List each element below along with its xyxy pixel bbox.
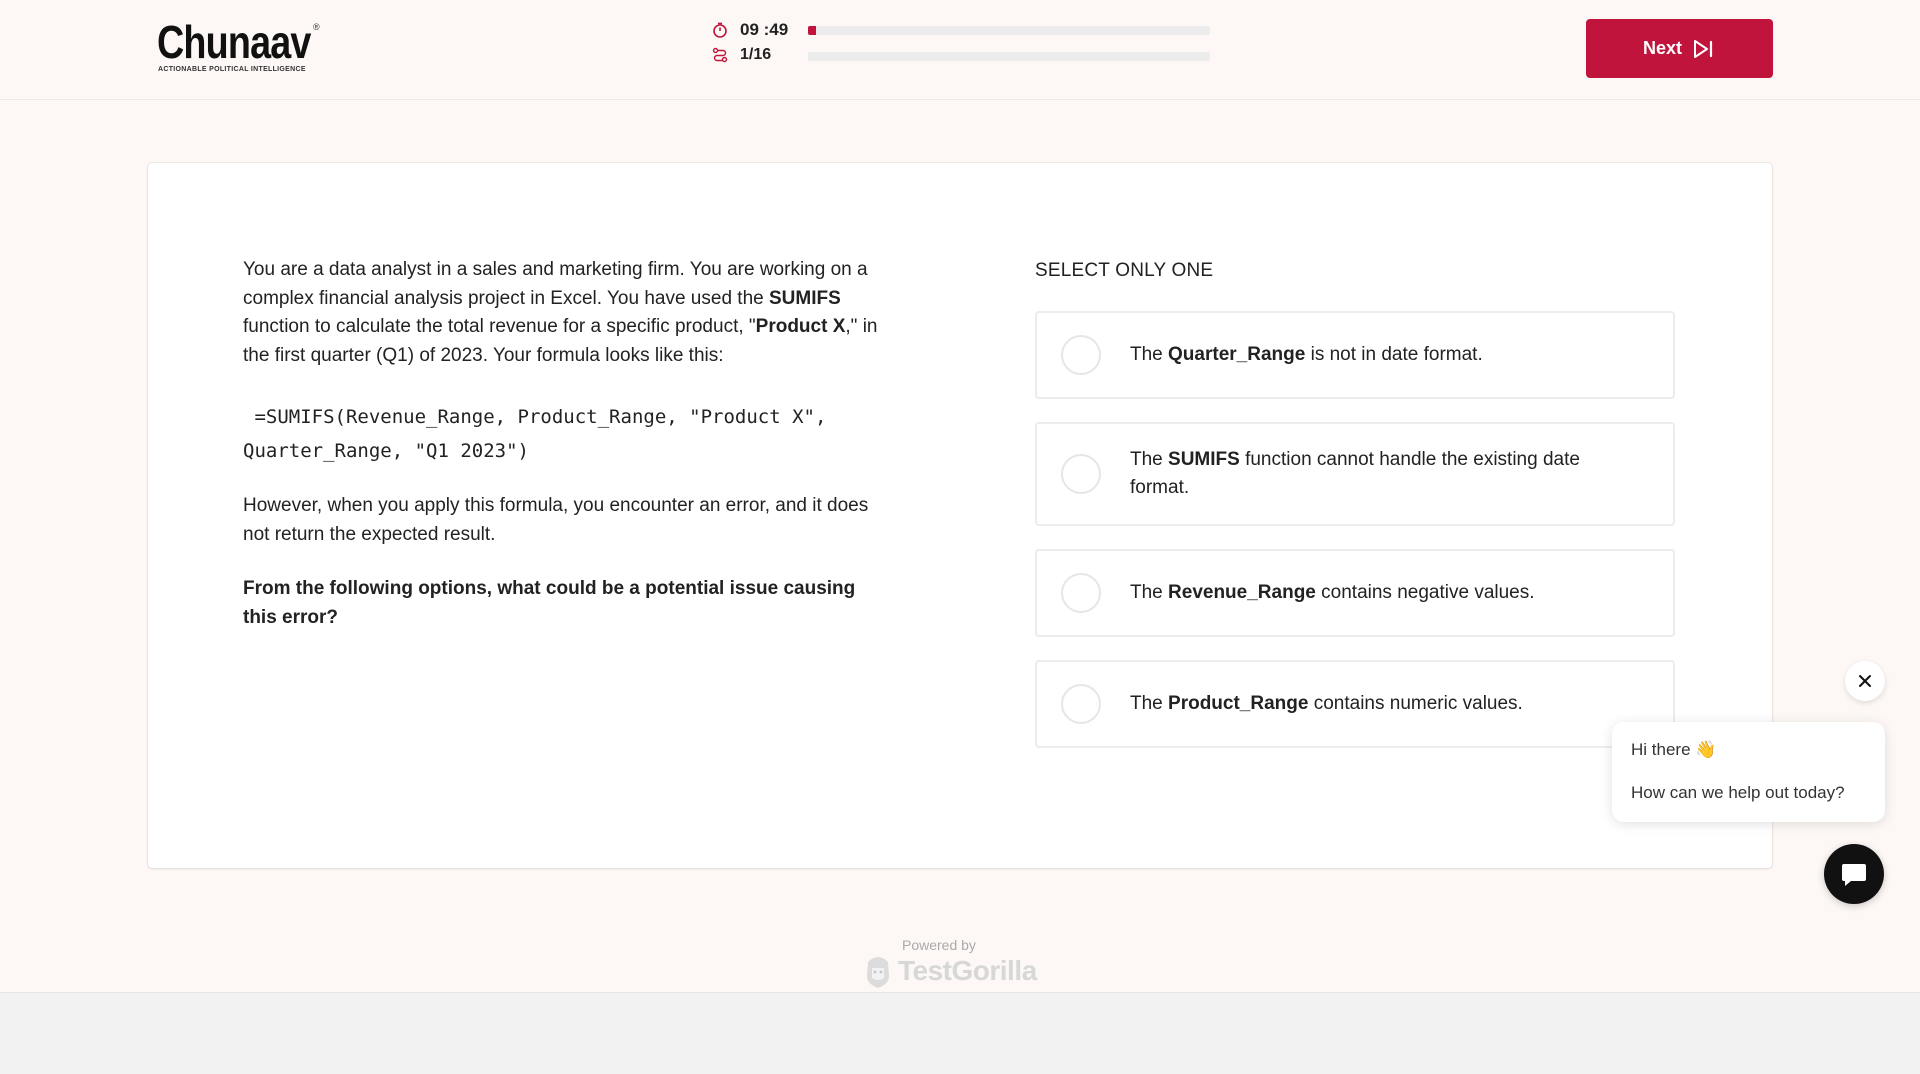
footer-band — [0, 992, 1920, 1074]
question-progress-bar — [808, 52, 1210, 61]
radio-button[interactable] — [1061, 573, 1101, 613]
gorilla-icon — [864, 952, 892, 992]
top-header — [0, 0, 1920, 100]
next-button-label: Next — [1642, 38, 1682, 58]
answer-option-2[interactable] — [1035, 422, 1675, 526]
answer-option-text: The SUMIFS function cannot handle the existing date format. — [1130, 449, 1580, 498]
close-icon — [1858, 674, 1872, 688]
question-card — [148, 163, 1772, 868]
chat-greeting-bubble[interactable] — [1612, 722, 1885, 822]
test-progress — [712, 20, 1212, 70]
logo-registered-mark: ® — [313, 22, 320, 32]
select-only-one-label: SELECT ONLY ONE — [1035, 260, 1214, 281]
answer-option-4[interactable] — [1035, 660, 1675, 748]
answer-option-text: The Revenue_Range contains negative values. — [1130, 582, 1535, 603]
powered-by-label: Powered by — [902, 937, 976, 953]
stopwatch-icon — [712, 22, 728, 38]
timer-value: 09 :49 — [740, 20, 789, 39]
formula-code: =SUMIFS(Revenue_Range, Product_Range, "Product X", Quarter_Range, "Q1 2023") — [243, 406, 838, 462]
logo-wordmark: Chunaav — [157, 16, 311, 68]
chat-message: How can we help out today? — [1631, 783, 1845, 802]
next-button[interactable] — [1586, 19, 1773, 78]
radio-button[interactable] — [1061, 454, 1101, 494]
chat-launcher-button[interactable] — [1824, 844, 1884, 904]
skip-next-icon — [1692, 39, 1716, 59]
powered-by-testgorilla[interactable] — [862, 937, 1062, 993]
radio-button[interactable] — [1061, 684, 1101, 724]
chat-icon — [1839, 859, 1869, 889]
question-text — [243, 256, 893, 632]
answer-option-3[interactable] — [1035, 549, 1675, 637]
answer-option-1[interactable] — [1035, 311, 1675, 399]
chunaav-logo — [157, 18, 332, 78]
chat-greeting: Hi there 👋 — [1631, 740, 1717, 759]
radio-button[interactable] — [1061, 335, 1101, 375]
question-prompt: From the following options, what could be a potential issue causing this error? — [243, 578, 856, 628]
question-counter: 1/16 — [740, 46, 772, 63]
logo-tagline: ACTIONABLE POLITICAL INTELLIGENCE — [158, 66, 306, 73]
answer-option-text: The Quarter_Range is not in date format. — [1130, 344, 1483, 365]
answer-option-text: The Product_Range contains numeric values. — [1130, 693, 1523, 714]
questions-route-icon — [712, 47, 728, 63]
timer-progress-bar — [808, 26, 1210, 35]
chat-close-button[interactable] — [1845, 661, 1885, 701]
question-body: However, when you apply this formula, you encounter an error, and it does not return the expected result. — [243, 495, 869, 545]
testgorilla-brand: TestGorilla — [898, 955, 1037, 986]
question-intro: You are a data analyst in a sales and marketing firm. You are working on a complex financial analysis project in Excel. You have used the SUMIFS function to calculate the total revenue for a specific product, "Product X," in the first quarter (Q1) of 2023. Your formula looks like this: — [243, 259, 878, 366]
timer-progress-fill — [808, 26, 816, 35]
